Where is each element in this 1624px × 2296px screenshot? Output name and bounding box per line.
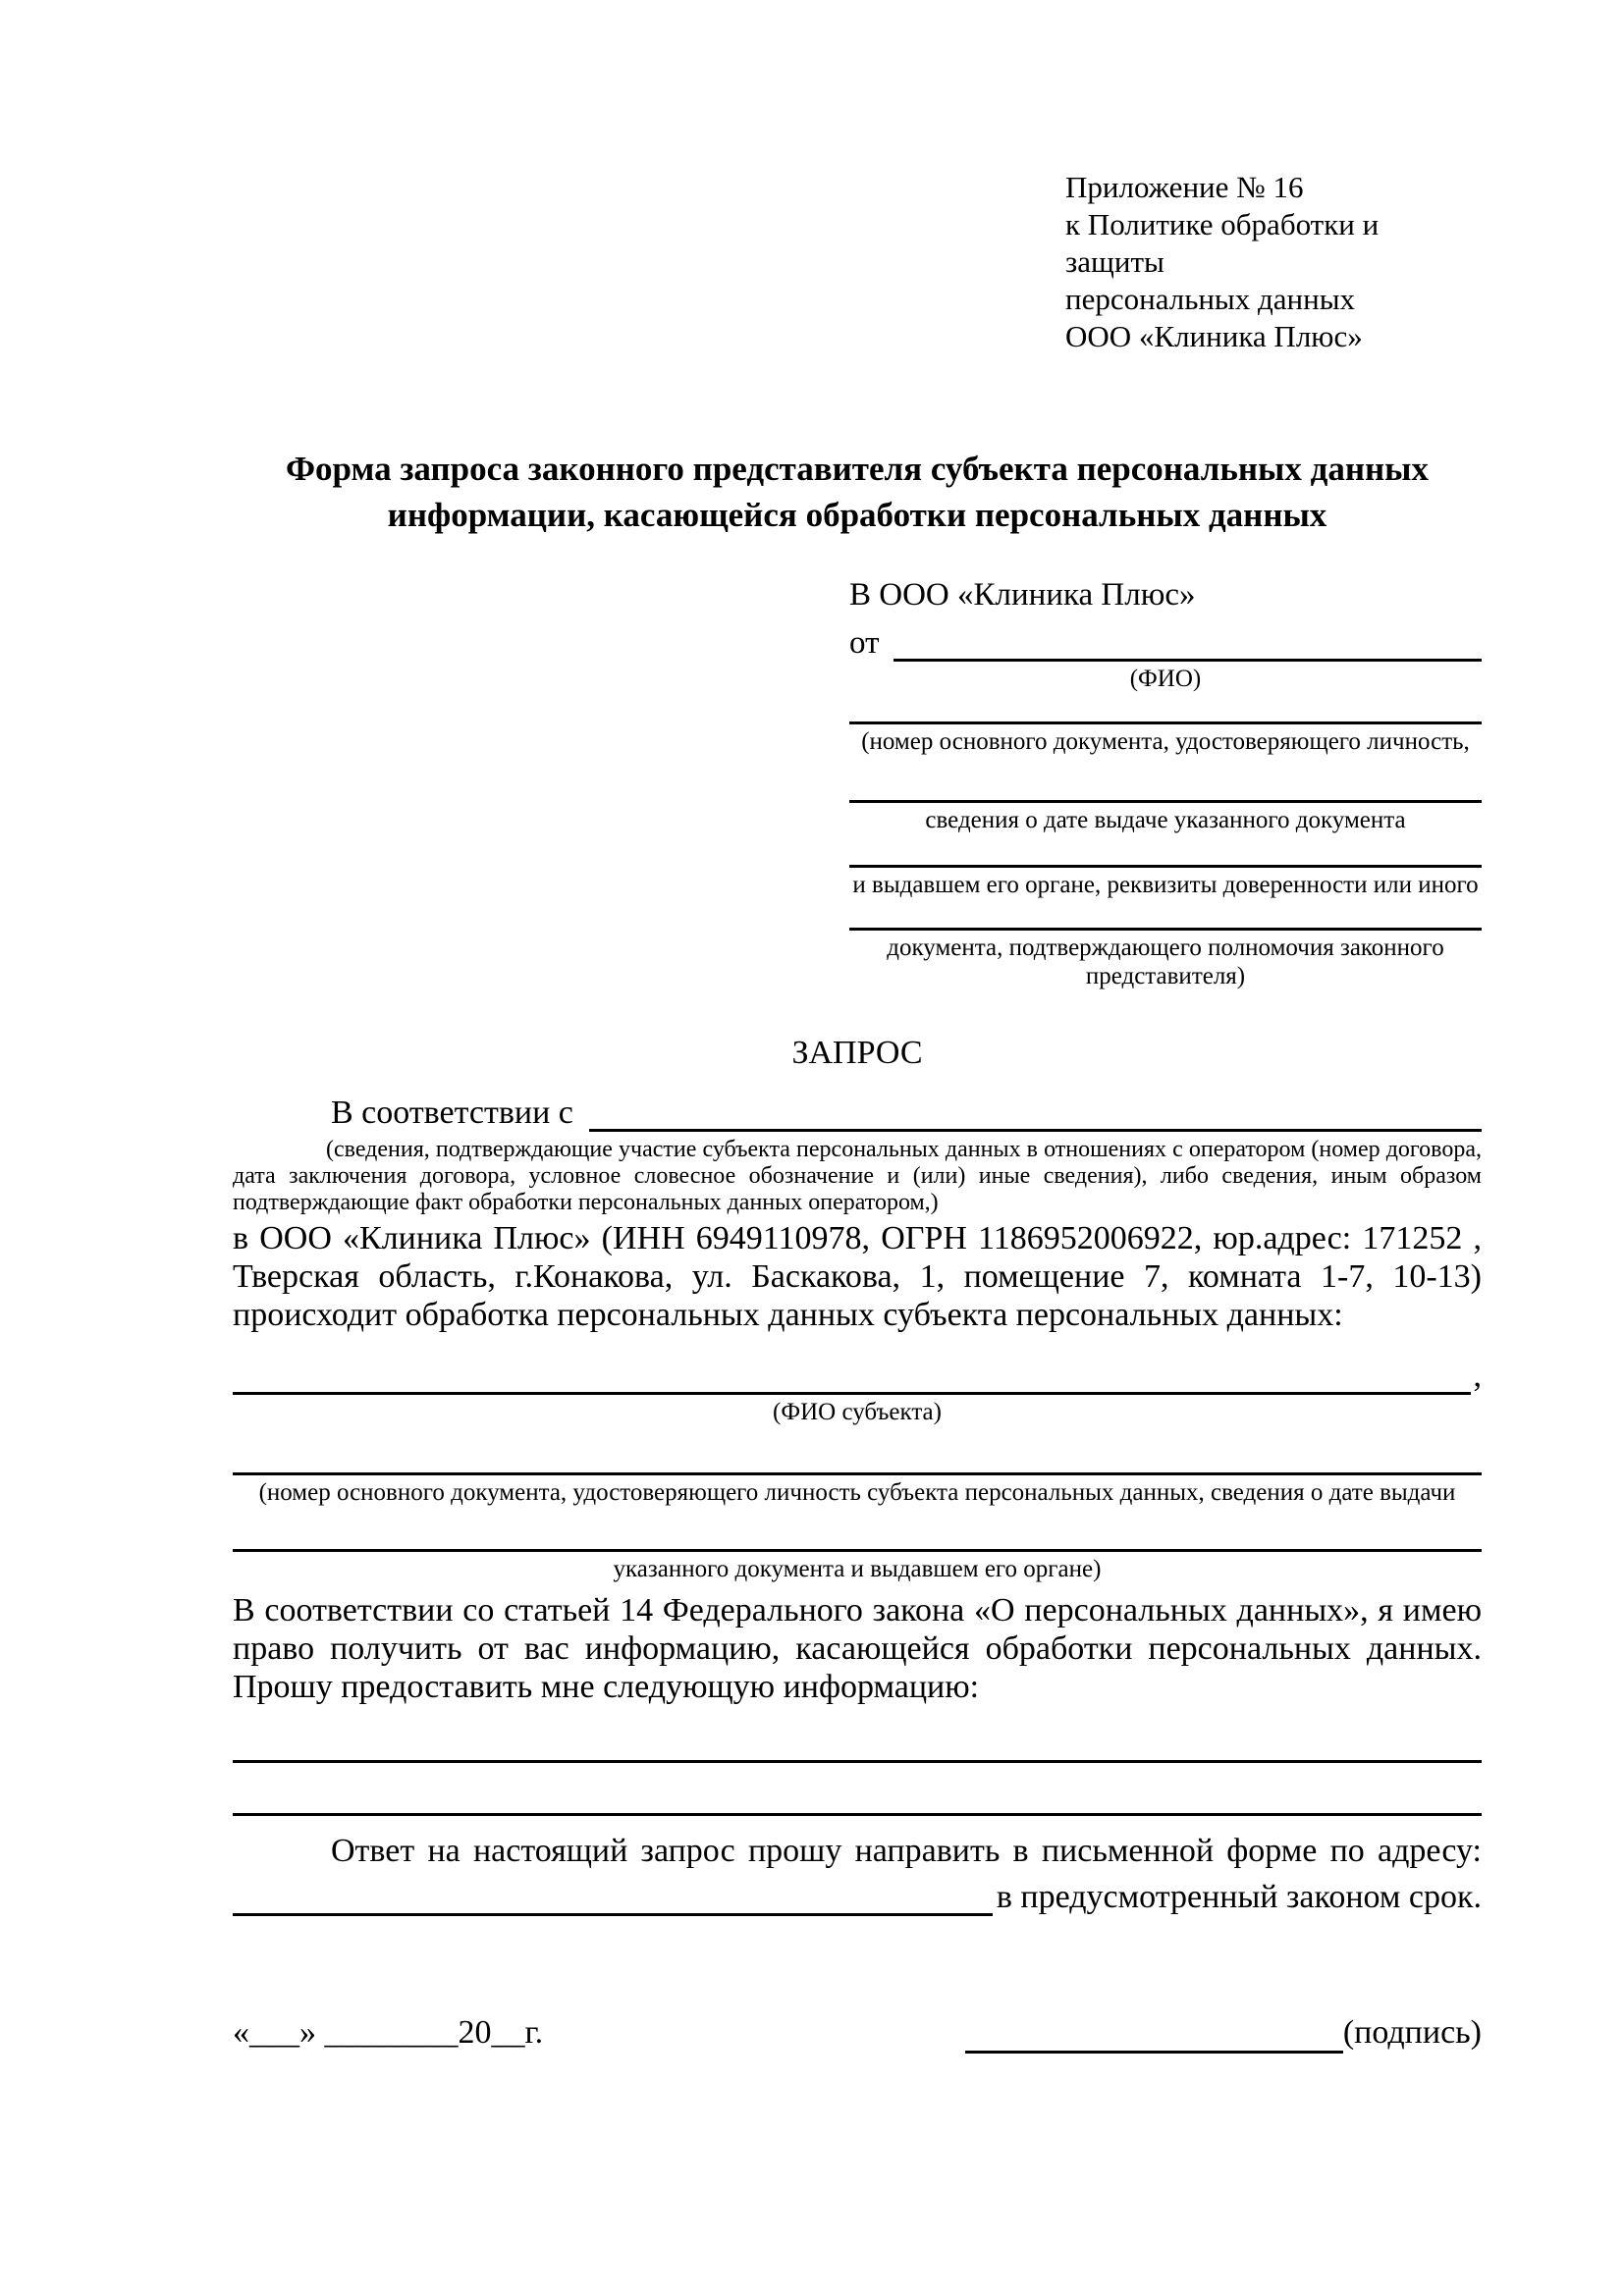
subject-doc-caption: указанного документа и выдавшем его органе): [613, 1556, 1102, 1582]
applicant-doc-fill-line[interactable]: [849, 834, 1482, 868]
appendix-line: персональных данных: [1065, 282, 1356, 316]
appendix-note: [1065, 169, 1482, 355]
applicant-doc-fill-line[interactable]: [849, 693, 1482, 724]
signature-fill-line[interactable]: [965, 2016, 1343, 2054]
fio-caption: (ФИО): [1129, 666, 1202, 692]
from-row: [849, 616, 1482, 662]
subject-doc-caption: (номер основного документа, удостоверяющего личность субъекта персональных данных, сведения о дате выдачи: [258, 1479, 1456, 1506]
requested-info-fill-line[interactable]: [233, 1763, 1482, 1816]
basis-caption: (сведения, подтверждающие участие субъекта персональных данных в отношениях с оператором (номер договора, дата заключения договора, условное словесное обозначение и (или) иные сведения), либо сведения, иным образом подтверждающие факт обработки персональных данных оператором,): [233, 1137, 1482, 1215]
subject-fio-fill-line[interactable]: [233, 1358, 1471, 1395]
addressee-block: [849, 573, 1482, 990]
signature-caption: (подпись): [1342, 2014, 1482, 2051]
subject-doc-fill-line[interactable]: [233, 1426, 1482, 1475]
form-title-line: информации, касающейся обработки персональных данных: [387, 496, 1327, 534]
request-heading: ЗАПРОС: [791, 1035, 923, 1071]
reply-paragraph: Ответ на настоящий запрос прошу направить в письменной форме по адресу:: [331, 1833, 1482, 1869]
applicant-doc-fill-line[interactable]: [849, 899, 1482, 931]
signature-group: [965, 2012, 1482, 2054]
subject-comma: ,: [1473, 1358, 1482, 1394]
basis-fill-line[interactable]: [589, 1129, 1482, 1132]
appendix-line: Приложение № 16: [1065, 170, 1304, 204]
reply-suffix: в предусмотренный законом срок.: [996, 1879, 1482, 1915]
reply-address-row: [233, 1871, 1482, 1916]
appendix-line: к Политике обработки и защиты: [1065, 207, 1380, 279]
requested-info-fill-line[interactable]: [233, 1706, 1482, 1763]
doc-caption: документа, подтверждающего полномочия законного представителя): [887, 934, 1444, 989]
doc-caption: и выдавшем его органе, реквизиты доверенности или иного: [852, 872, 1479, 898]
doc-caption: (номер основного документа, удостоверяющего личность,: [861, 728, 1470, 755]
basis-row: [233, 1085, 1482, 1132]
form-title-line: Форма запроса законного представителя субъекта персональных данных: [286, 450, 1429, 488]
date-fill-text[interactable]: «___» ________20__г.: [233, 2014, 544, 2051]
subject-fio-caption: (ФИО субъекта): [773, 1399, 942, 1425]
reply-address-fill-line[interactable]: [233, 1913, 993, 1916]
appendix-line: ООО «Клиника Плюс»: [1065, 319, 1363, 353]
operator-paragraph: в ООО «Клиника Плюс» (ИНН 6949110978, ОГРН 1186952006922, юр.адрес: 171252 , Тверская область, г.Конакова, ул. Баскакова, 1, помещение 7, комната 1-7, 10-13) происходит обработка персональных данных субъекта персональных данных:: [233, 1220, 1482, 1333]
law-paragraph: В соответствии со статьей 14 Федерального закона «О персональных данных», я имею право получить от вас информацию, касающейся обработки персональных данных. Прошу предоставить мне следующую информацию:: [233, 1592, 1482, 1705]
subject-fio-row: [233, 1358, 1482, 1395]
basis-label: В соответствии с: [331, 1095, 573, 1131]
doc-caption: сведения о дате выдаче указанного документа: [925, 807, 1406, 833]
subject-doc-fill-line[interactable]: [233, 1507, 1482, 1552]
addressee-organization: В ООО «Клиника Плюс»: [849, 577, 1196, 613]
form-title: [233, 446, 1482, 538]
from-label: от: [849, 625, 880, 661]
document-content: [233, 0, 1482, 2054]
footer-row: [233, 2012, 1482, 2054]
applicant-doc-fill-line[interactable]: [849, 756, 1482, 803]
applicant-fio-fill-line[interactable]: [893, 659, 1483, 662]
